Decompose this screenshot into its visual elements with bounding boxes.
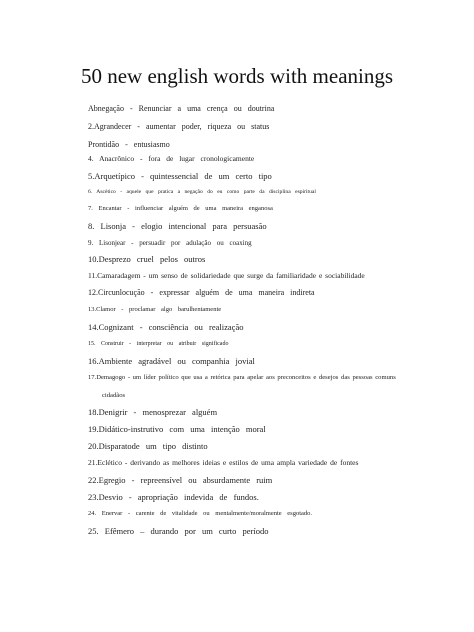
entry-18 (88, 406, 433, 418)
entry-8 (88, 220, 433, 232)
entry-15 (88, 338, 433, 350)
entry-text: 13.Clamor - proclamar algo barulhentamente (88, 306, 222, 313)
entry-7 (88, 203, 433, 215)
entry-23 (88, 491, 433, 503)
entry-text: 2.Agrandecer - aumentar poder, riqueza ou status (88, 122, 270, 131)
entry-text: 4. Anacrônico - fora de lugar cronologicamente (88, 154, 255, 163)
entry-text: 22.Egregio - repreensível ou absurdamente ruim (88, 475, 273, 485)
entry-text: Prontidão - entusiasmo (88, 140, 170, 149)
entry-text: 24. Enervar - carente de vitalidade ou mentalmente/moralmente esgotado. (88, 510, 313, 517)
entry-text: 14.Cognizant - consciência ou realização (88, 322, 244, 332)
entry-text: 17.Demagogo - um líder político que usa a retórica para apelar aos preconceitos e desejos das pessoas comuns (88, 374, 396, 381)
entry-text: 11.Camaradagem - um senso de solidariedade que surge da familiaridade e sociabilidade (88, 271, 365, 280)
entry-24 (88, 508, 433, 520)
entry-text: 15. Construir - interpretar ou atribuir significado (88, 341, 229, 347)
entry-25 (88, 525, 433, 537)
entry-text: 20.Disparatode um tipo distinto (88, 441, 208, 451)
entry-20 (88, 440, 433, 452)
entry-22 (88, 474, 433, 486)
entry-continuation: cidadãos (102, 392, 126, 399)
entry-text: 8. Lisonja - elogio intencional para persuasão (88, 221, 267, 231)
entry-text: 7. Encantar - influenciar alguém de uma maneira enganosa (88, 205, 273, 212)
entry-text: 21.Eclético - derivando as melhores ideias e estilos de uma ampla variedade de fontes (88, 458, 359, 467)
entry-19 (88, 423, 433, 435)
entry-12 (88, 287, 433, 299)
entry-text: 19.Didático-instrutivo com uma intenção moral (88, 424, 266, 434)
entry-text: 25. Efêmero – durando por um curto período (88, 526, 269, 536)
entry-text: 16.Ambiente agradável ou companhia jovial (88, 356, 255, 366)
entry-5 (88, 170, 433, 182)
entry-text: 23.Desvio - apropriação indevida de fundos. (88, 492, 259, 502)
entry-2 (88, 121, 433, 133)
entry-13 (88, 304, 433, 316)
entry-11 (88, 270, 433, 282)
entry-text: 9. Lisonjear - persuadir por adulação ou coaxing (88, 239, 252, 247)
entry-14 (88, 321, 433, 333)
entry-text: 5.Arquetípico - quintessencial de um certo tipo (88, 171, 272, 181)
entry-1 (88, 103, 433, 115)
entry-text: Abnegação - Renunciar a uma crença ou doutrina (88, 104, 275, 113)
entry-16 (88, 355, 433, 367)
entry-21 (88, 457, 433, 469)
entry-3 (88, 139, 433, 151)
entry-text: 12.Circunlocução - expressar alguém de uma maneira indireta (88, 288, 315, 297)
entry-text: 6. Ascético - aquele que pratica a negação do eu como parte da disciplina espiritual (88, 189, 316, 195)
entry-4 (88, 153, 433, 165)
entry-text: 18.Denigrir - menosprezar alguém (88, 407, 218, 417)
entry-text: 10.Desprezo cruel pelos outros (88, 254, 206, 264)
entry-9 (88, 237, 433, 249)
entry-6 (88, 186, 433, 198)
entry-10 (88, 253, 433, 265)
page-title: 50 new english words with meanings (80, 64, 394, 88)
entry-17 (88, 372, 433, 402)
